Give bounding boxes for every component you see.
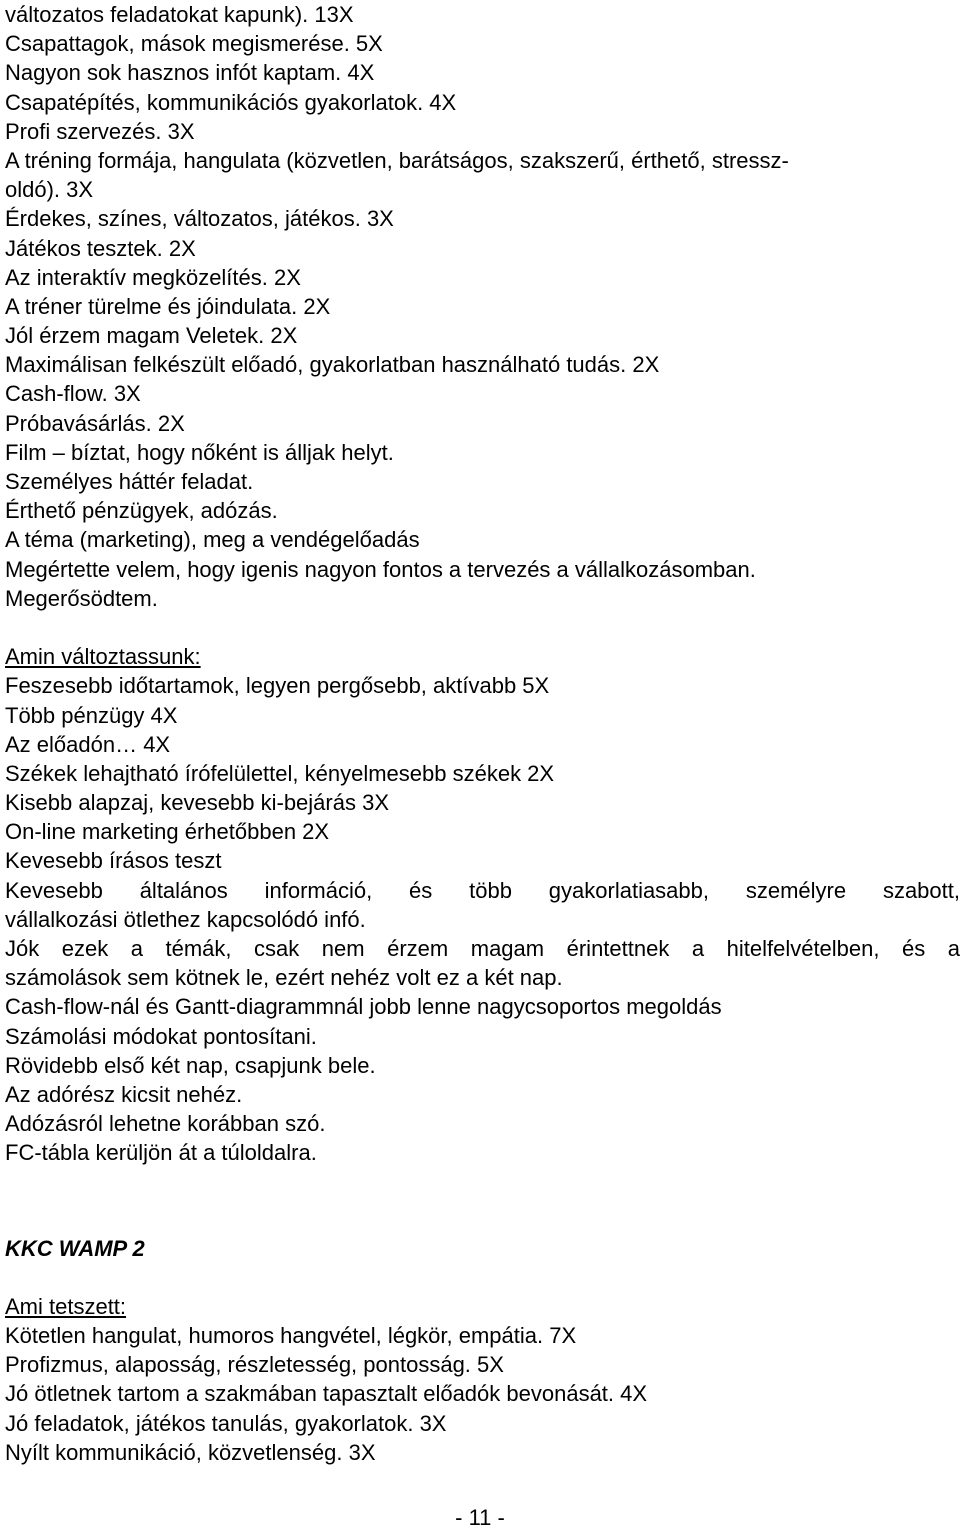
- text-line: Maximálisan felkészült előadó, gyakorlatban használható tudás. 2X: [5, 352, 660, 378]
- text-line: Székek lehajtható írófelülettel, kényelmesebb székek 2X: [5, 760, 555, 786]
- text-line: Megerősödtem.: [5, 585, 158, 611]
- text-line: A téma (marketing), meg a vendégelőadás: [5, 527, 420, 553]
- text-line: vállalkozási ötlethez kapcsolódó infó.: [5, 906, 366, 932]
- feedback-lines: [5, 0, 960, 613]
- section-improvements: [5, 642, 960, 1167]
- text-line: változatos feladatokat kapunk). 13X: [5, 2, 354, 27]
- text-line: Nagyon sok hasznos infót kaptam. 4X: [5, 60, 375, 86]
- text-line: Személyes háttér feladat.: [5, 469, 254, 494]
- text-line: számolások sem kötnek le, ezért nehéz volt ez a két nap.: [5, 965, 563, 991]
- text-line: Kisebb alapzaj, kevesebb ki-bejárás 3X: [5, 790, 390, 816]
- section-feedback-list: [5, 0, 960, 613]
- text-line: Az adórész kicsit nehéz.: [5, 1081, 243, 1107]
- section-kkc-wamp-2: [5, 1234, 960, 1468]
- text-line: Nyílt kommunikáció, közvetlenség. 3X: [5, 1439, 376, 1465]
- spacer: [5, 1168, 960, 1234]
- text-line: Kevesebb általános információ, és több gyakorlatiasabb, személyre szabott,: [5, 877, 960, 903]
- text-line: A tréning formája, hangulata (közvetlen, barátságos, szakszerű, érthető, stressz-: [5, 147, 789, 173]
- text-line: Profi szervezés. 3X: [5, 118, 195, 144]
- text-line: FC-tábla kerüljön át a túloldalra.: [5, 1140, 317, 1166]
- text-line: Játékos tesztek. 2X: [5, 235, 196, 261]
- text-line: Adózásról lehetne korábban szó.: [5, 1111, 326, 1137]
- text-line: Próbavásárlás. 2X: [5, 410, 185, 436]
- improvements-heading: Amin változtassunk:: [5, 644, 201, 670]
- text-line: Számolási módokat pontosítani.: [5, 1023, 317, 1049]
- text-line: Érdekes, színes, változatos, játékos. 3X: [5, 206, 394, 232]
- text-line: Cash-flow-nál és Gantt-diagrammnál jobb lenne nagycsoportos megoldás: [5, 994, 722, 1020]
- text-line: Csapattagok, mások megismerése. 5X: [5, 31, 383, 57]
- page-number: - 11 -: [455, 1505, 505, 1530]
- text-line: Csapatépítés, kommunikációs gyakorlatok. 4X: [5, 89, 457, 115]
- text-line: Jól érzem magam Veletek. 2X: [5, 323, 298, 349]
- text-line: Profizmus, alaposság, részletesség, pontosság. 5X: [5, 1352, 504, 1378]
- text-line: oldó). 3X: [5, 177, 94, 203]
- text-line: Feszesebb időtartamok, legyen pergősebb, aktívabb 5X: [5, 673, 550, 699]
- spacer: [5, 1263, 960, 1292]
- improvements-lines: [5, 671, 960, 1167]
- text-line: Kötetlen hangulat, humoros hangvétel, légkör, empátia. 7X: [5, 1323, 577, 1349]
- text-line: Jók ezek a témák, csak nem érzem magam érintettnek a hitelfelvételben, és a: [5, 936, 960, 961]
- text-line: On-line marketing érhetőbben 2X: [5, 819, 330, 845]
- spacer: [5, 613, 960, 642]
- text-line: Jó feladatok, játékos tanulás, gyakorlatok. 3X: [5, 1410, 447, 1436]
- section-title: KKC WAMP 2: [5, 1235, 145, 1261]
- text-line: Rövidebb első két nap, csapjunk bele.: [5, 1052, 376, 1078]
- likes-lines: [5, 1321, 960, 1467]
- text-line: Több pénzügy 4X: [5, 702, 178, 728]
- text-line: Az interaktív megközelítés. 2X: [5, 264, 301, 290]
- text-line: Megértette velem, hogy igenis nagyon fontos a tervezés a vállalkozásomban.: [5, 556, 756, 582]
- text-line: Jó ötletnek tartom a szakmában tapasztalt előadók bevonását. 4X: [5, 1381, 648, 1407]
- text-line: Kevesebb írásos teszt: [5, 848, 222, 874]
- text-line: Érthető pénzügyek, adózás.: [5, 498, 278, 524]
- likes-heading: Ami tetszett:: [5, 1293, 127, 1319]
- document-page: [5, 0, 960, 1467]
- text-line: Az előadón… 4X: [5, 731, 171, 757]
- text-line: Film – bíztat, hogy nőként is álljak helyt.: [5, 439, 394, 465]
- text-line: A tréner türelme és jóindulata. 2X: [5, 293, 331, 319]
- text-line: Cash-flow. 3X: [5, 381, 141, 407]
